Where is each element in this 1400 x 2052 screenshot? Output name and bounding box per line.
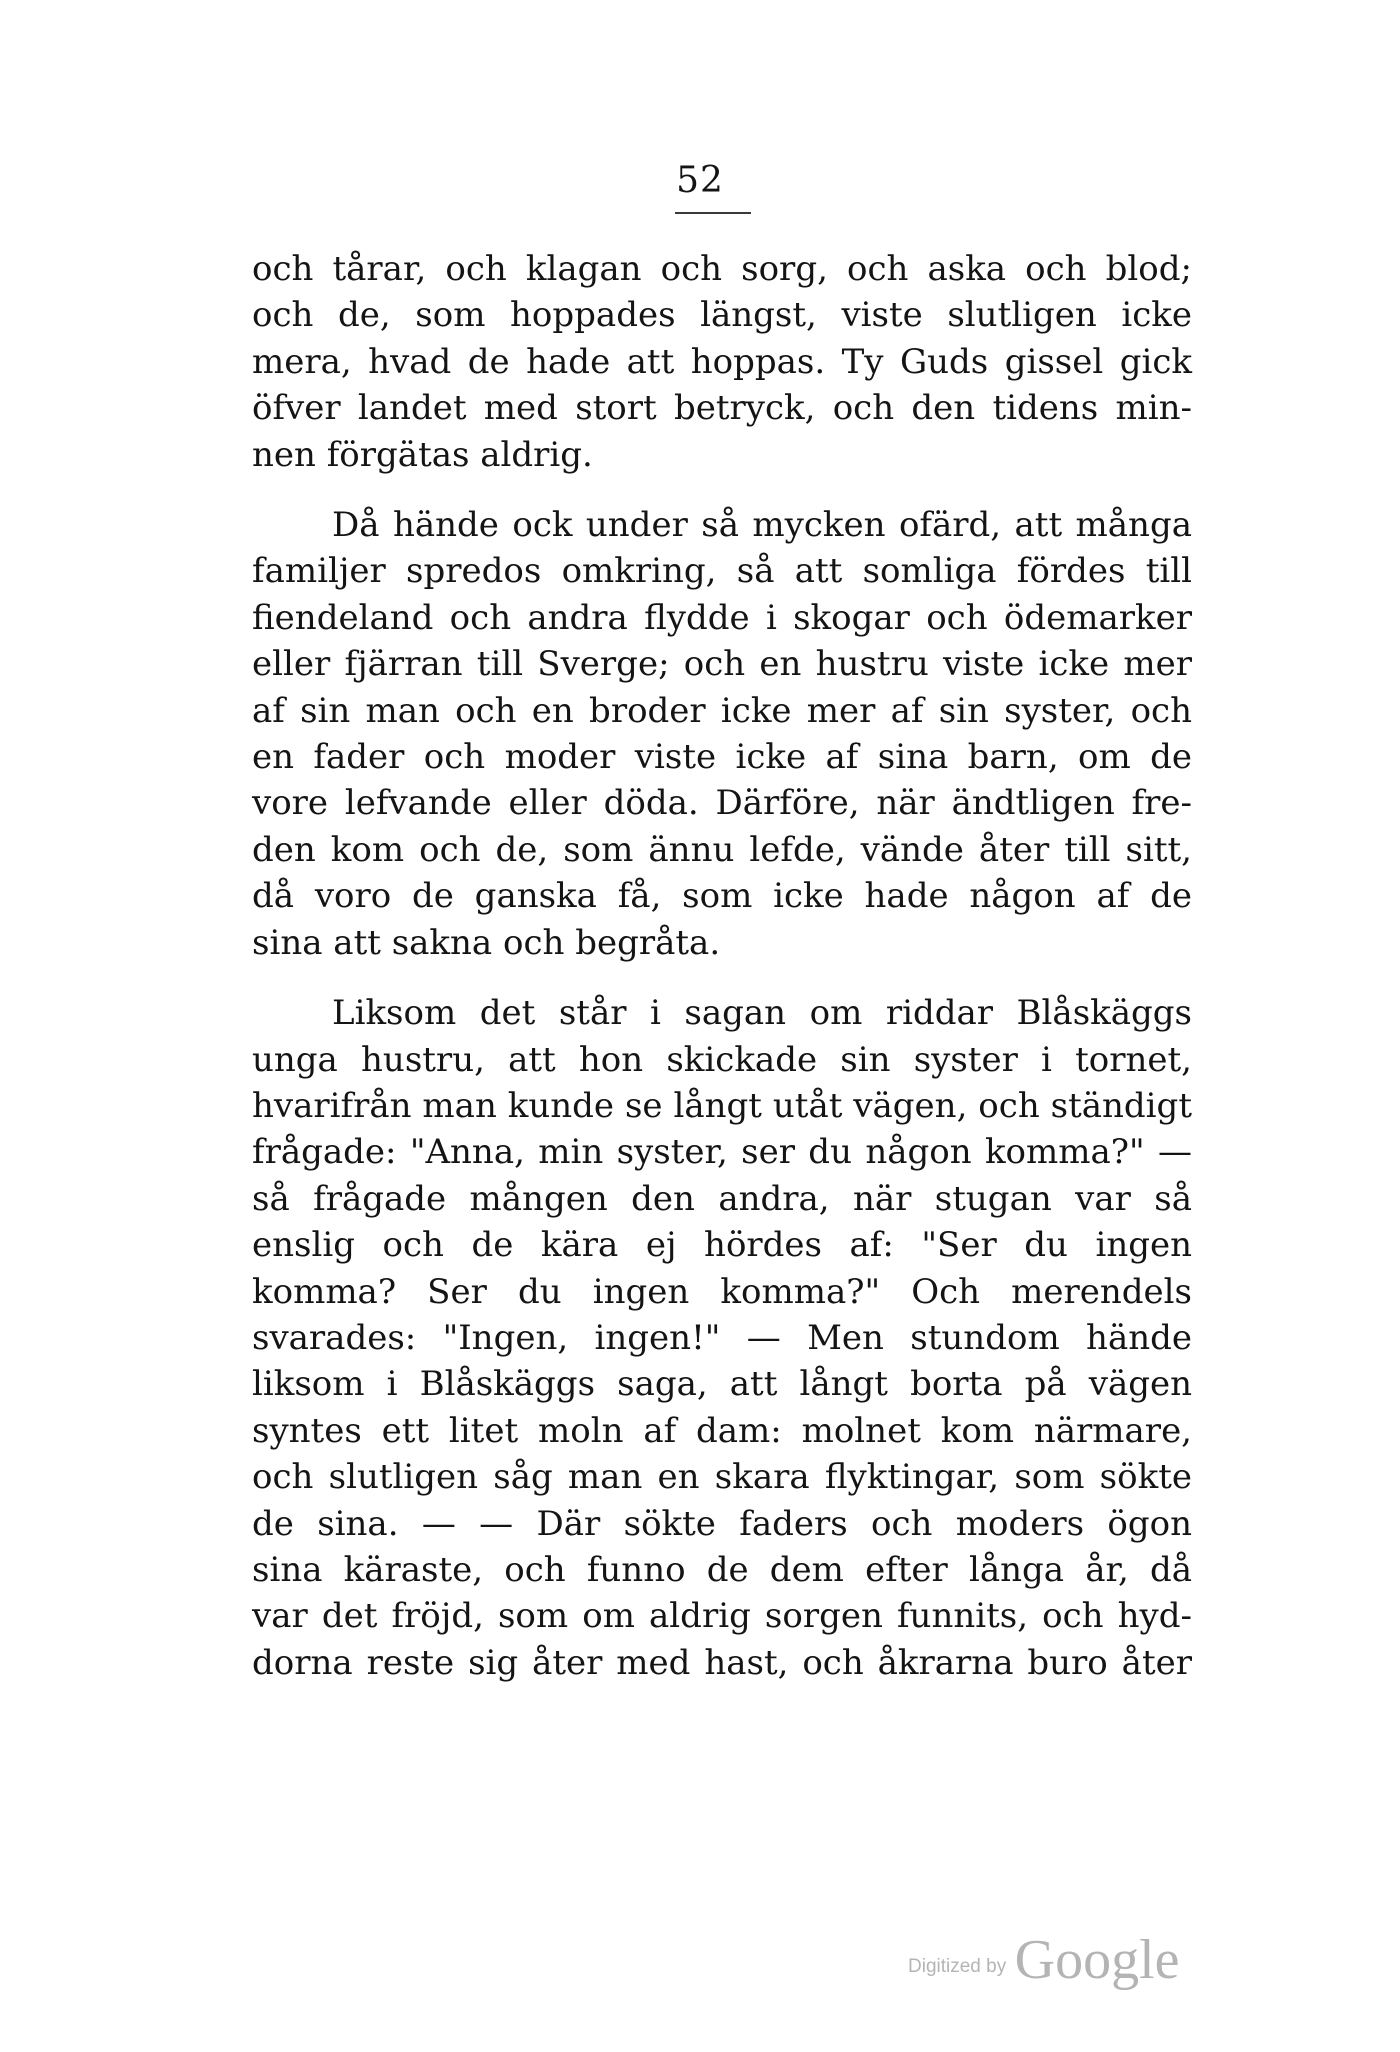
text-line: sina käraste, och funno de dem efter långa år, då bbox=[252, 1549, 1192, 1590]
text-line: liksom i Blåskäggs saga, att långt borta på vägen bbox=[252, 1364, 1192, 1405]
paragraph-2 bbox=[252, 502, 1192, 966]
text-line: komma? Ser du ingen komma?" Och merendels bbox=[252, 1271, 1192, 1312]
watermark-prefix: Digitized by bbox=[908, 1956, 1007, 1977]
text-line: unga hustru, att hon skickade sin syster i tornet, bbox=[252, 1039, 1192, 1080]
text-line: mera, hvad de hade att hoppas. Ty Guds gissel gick bbox=[252, 341, 1192, 382]
text-line: sina att sakna och begråta. bbox=[252, 922, 721, 963]
text-line: Då hände ock under så mycken ofärd, att många bbox=[332, 505, 1192, 546]
text-line: dorna reste sig åter med hast, och åkrarna buro åter bbox=[252, 1642, 1192, 1683]
text-line: fiendeland och andra flydde i skogar och ödemarker bbox=[252, 597, 1192, 638]
text-line: nen förgätas aldrig. bbox=[252, 434, 593, 475]
text-line: eller fjärran till Sverge; och en hustru viste icke mer bbox=[252, 644, 1192, 685]
text-line: och slutligen såg man en skara flyktingar, som sökte bbox=[252, 1457, 1192, 1498]
text-line: frågade: "Anna, min syster, ser du någon komma?" — bbox=[252, 1132, 1192, 1173]
text-line: de sina. — — Där sökte faders och moders ögon bbox=[252, 1503, 1192, 1544]
text-line: svarades: "Ingen, ingen!" — Men stundom hände bbox=[252, 1317, 1192, 1358]
text-line: den kom och de, som ännu lefde, vände åter till sitt, bbox=[252, 829, 1192, 870]
text-line: och tårar, och klagan och sorg, och aska och blod; bbox=[252, 249, 1192, 289]
text-line: en fader och moder viste icke af sina barn, om de bbox=[252, 737, 1192, 778]
page-number: 52 bbox=[676, 160, 724, 201]
text-line: af sin man och en broder icke mer af sin syster, och bbox=[252, 690, 1192, 731]
paragraph-3 bbox=[252, 990, 1192, 1686]
paragraph-1 bbox=[252, 246, 1192, 478]
digitized-by-watermark bbox=[908, 1928, 1180, 1992]
text-line: Liksom det står i sagan om riddar Blåskäggs bbox=[332, 993, 1192, 1034]
text-line: så frågade mången den andra, när stugan var så bbox=[252, 1178, 1192, 1219]
page-number-rule bbox=[675, 212, 751, 214]
text-line: var det fröjd, som om aldrig sorgen funnits, och hyd- bbox=[252, 1596, 1192, 1637]
text-line: hvarifrån man kunde se långt utåt vägen, och ständigt bbox=[252, 1085, 1192, 1126]
text-line: familjer spredos omkring, så att somliga fördes till bbox=[252, 551, 1192, 592]
text-line: och de, som hoppades längst, viste slutligen icke bbox=[252, 295, 1192, 336]
text-line: då voro de ganska få, som icke hade någon af de bbox=[252, 876, 1192, 917]
text-line: enslig och de kära ej hördes af: "Ser du ingen bbox=[252, 1225, 1192, 1266]
text-line: öfver landet med stort betryck, och den tidens min- bbox=[252, 388, 1192, 429]
text-line: vore lefvande eller döda. Därföre, när ändtligen fre- bbox=[252, 783, 1192, 824]
body-text bbox=[252, 246, 1192, 1686]
google-logo: Google bbox=[1014, 1929, 1180, 1991]
text-line: syntes ett litet moln af dam: molnet kom närmare, bbox=[252, 1410, 1192, 1451]
